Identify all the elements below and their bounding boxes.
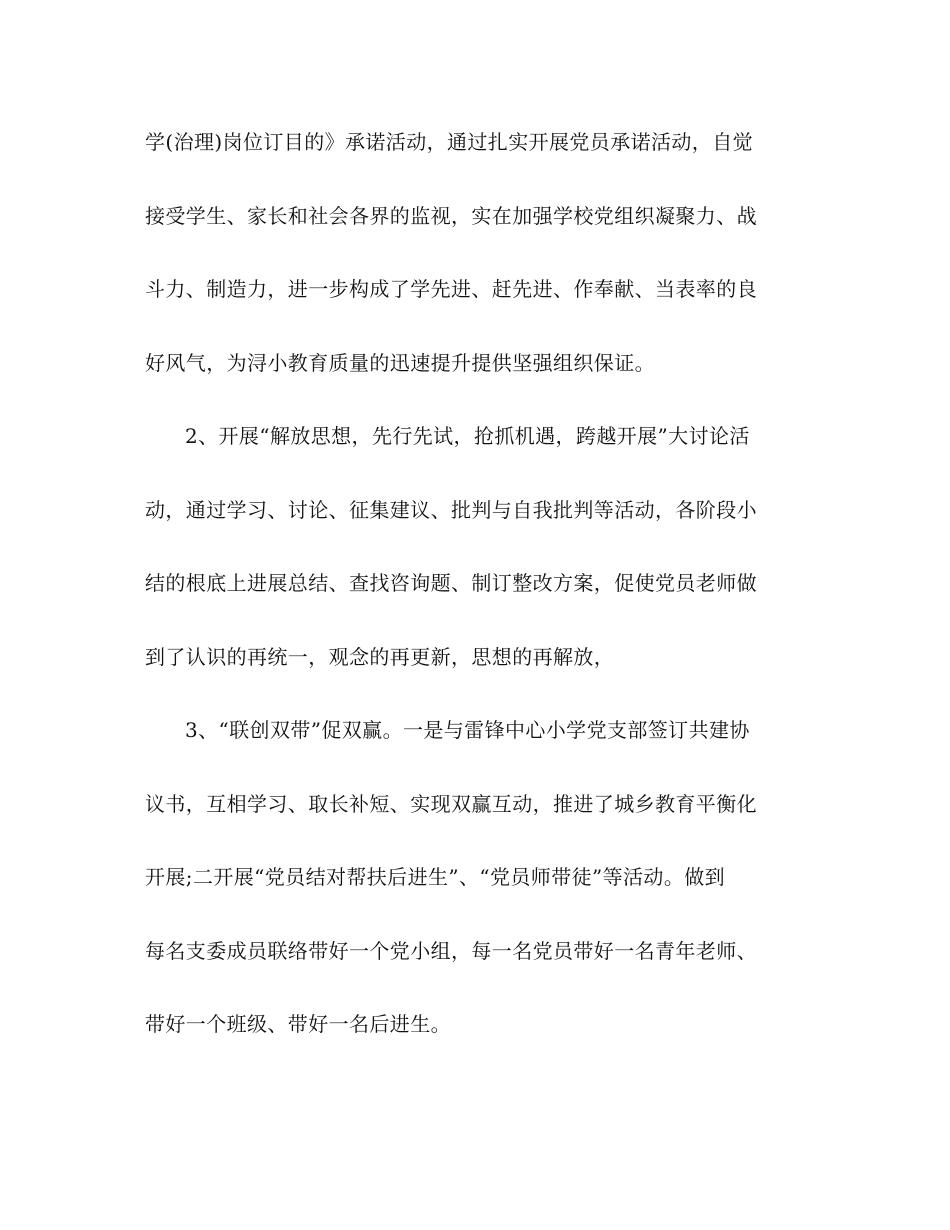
text-line-6: 动，通过学习、讨论、征集建议、批判与自我批判等活动，各阶段小 xyxy=(145,497,757,522)
text-line-3: 斗力、制造力，进一步构成了学先进、赶先进、作奉献、当表率的良 xyxy=(145,277,757,301)
text-line-9: 3、“联创双带”促双赢。一是与雷锋中心小学党支部签订共建协 xyxy=(185,718,750,742)
body-text xyxy=(145,117,815,1073)
text-line-11: 开展;二开展“党员结对帮扶后进生”、“党员师带徒”等活动。做到 xyxy=(145,865,726,889)
text-line-13: 带好一个班级、带好一名后进生。 xyxy=(145,1012,451,1036)
text-line-7: 结的根底上进展总结、查找咨询题、制订整改方案，促使党员老师做 xyxy=(145,571,757,595)
text-line-10: 议书，互相学习、取长补短、实现双赢互动，推进了城乡教育平衡化 xyxy=(145,791,757,816)
text-line-4: 好风气，为浔小教育质量的迅速提升提供坚强组织保证。 xyxy=(145,350,655,375)
text-line-8: 到了认识的再统一，观念的再更新，思想的再解放， xyxy=(145,644,615,669)
text-line-1: 学(治理)岗位订目的》承诺活动，通过扎实开展党员承诺活动，自觉 xyxy=(145,130,754,154)
text-line-12: 每名支委成员联络带好一个党小组，每一名党员带好一名青年老师、 xyxy=(145,938,757,963)
text-line-2: 接受学生、家长和社会各界的监视，实在加强学校党组织凝聚力、战 xyxy=(145,203,757,228)
text-line-5: 2、开展“解放思想，先行先试，抢抓机遇，跨越开展”大讨论活 xyxy=(185,424,750,448)
